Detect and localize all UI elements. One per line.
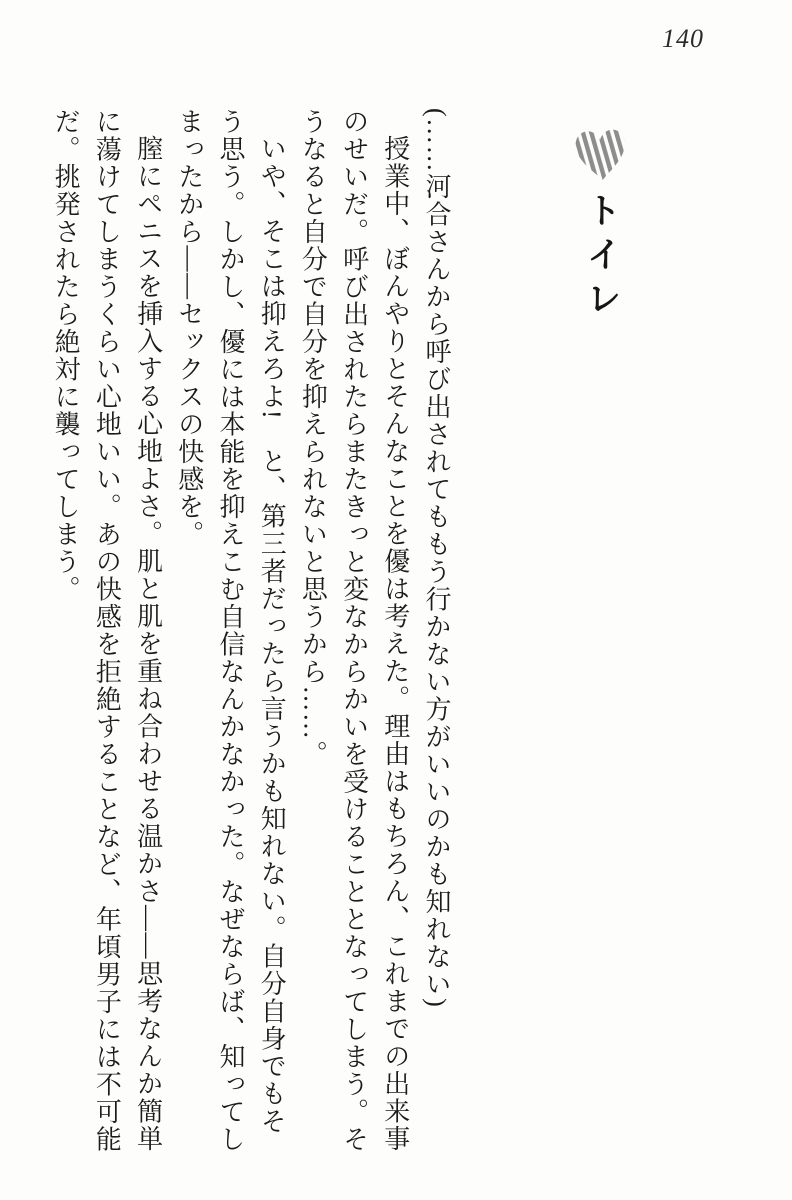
text-column: うなると自分で自分を抑えられないと思うから……。 bbox=[298, 108, 328, 768]
text-column: だ。挑発されたら絶対に襲ってしまう。 bbox=[51, 108, 81, 603]
striped-heart-icon bbox=[573, 126, 629, 186]
text-column: まったから――セックスの快感を。 bbox=[174, 108, 204, 548]
text-column: いや、そこは抑えろよ! と、第三者だったら言うかも知れない。自分自身でもそ bbox=[257, 135, 287, 1136]
body-text bbox=[45, 108, 457, 1172]
text-column: (……河合さんから呼び出されてももう行かない方がいいのかも知れない) bbox=[422, 108, 451, 1009]
text-column: のせいだ。呼び出されたらまたきっと変なからかいを受けることとなってしまう。そ bbox=[339, 108, 369, 1153]
page-number: 140 bbox=[662, 24, 704, 53]
chapter-title: トイレ bbox=[582, 192, 621, 324]
text-column: 授業中、ぼんやりとそんなことを優は考えた。理由はもちろん、これまでの出来事 bbox=[380, 135, 410, 1153]
text-column: う思う。しかし、優には本能を抑えこむ自信なんかなかった。なぜならば、知ってし bbox=[215, 108, 245, 1153]
text-column: に蕩けてしまうくらい心地いい。あの快感を拒絶することなど、年頃男子には不可能 bbox=[92, 108, 122, 1153]
text-column: 膣にペニスを挿入する心地よさ。肌と肌を重ね合わせる温かさ――思考なんか簡単 bbox=[133, 135, 163, 1153]
chapter-header bbox=[570, 126, 632, 324]
